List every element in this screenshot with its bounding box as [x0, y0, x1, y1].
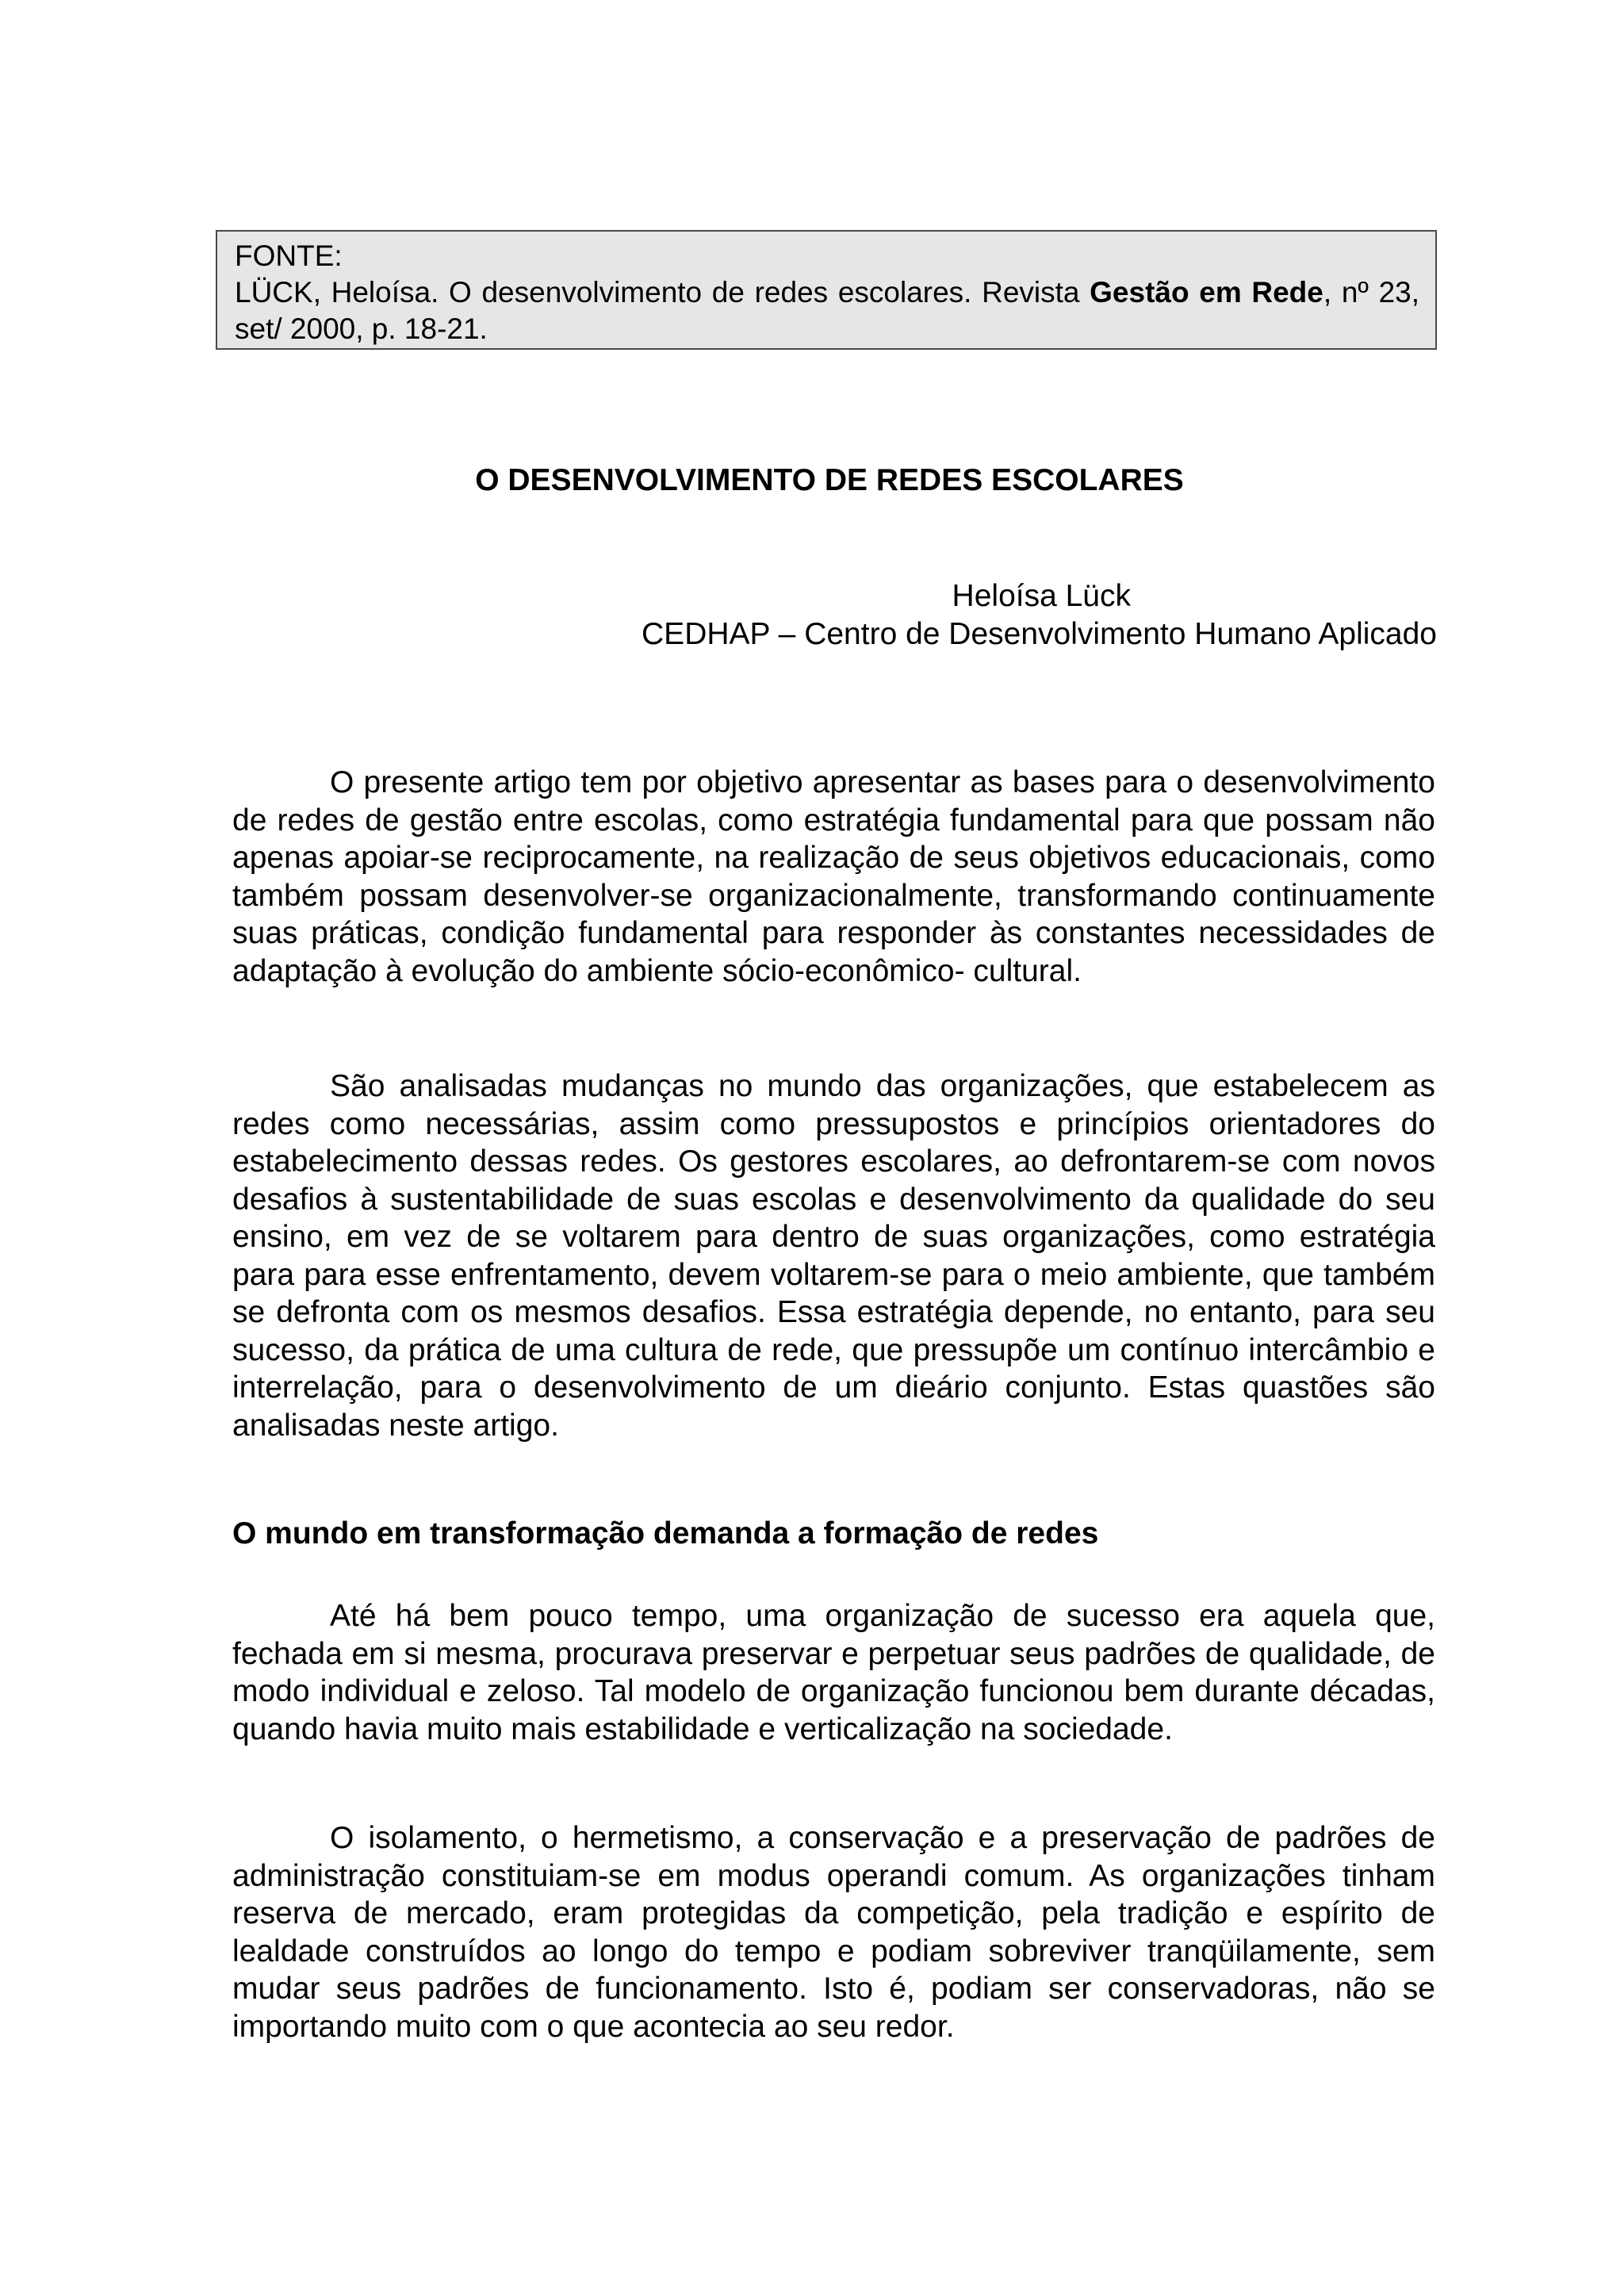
abstract-paragraph-2 — [232, 1068, 1435, 1444]
citation-prefix: LÜCK, Heloísa. O desenvolvimento de redes escolares. Revista — [235, 276, 1090, 309]
source-citation-box — [216, 230, 1437, 350]
article-title: O DESENVOLVIMENTO DE REDES ESCOLARES — [475, 463, 1184, 497]
citation-suffix: , nº 23, set/ 2000, p. 18-21. — [235, 276, 1420, 345]
abstract-paragraph-1 — [232, 764, 1435, 990]
paragraph-text: São analisadas mudanças no mundo das organizações, que estabelecem as redes como necessárias, assim como pressupostos e princípios orientadores do estabelecimento dessas redes. Os gestores escolares, ao defrontarem-se com novos desafios à sustentabilidade de suas escolas e desenvolvimento da qualidade do seu ensino, em vez de se voltarem para dentro de suas organizações, como estratégia para para esse enfrentamento, devem voltarem-se para o meio ambiente, que também se defronta com os mesmos desafios. Essa estratégia depende, no entanto, para seu sucesso, da prática de uma cultura de rede, que pressupõe um contínuo intercâmbio e interrelação, para o desenvolvimento de um dieário conjunto. Estas quastões são analisadas neste artigo. — [232, 1069, 1435, 1443]
author-affiliation: CEDHAP – Centro de Desenvolvimento Humano Aplicado — [642, 617, 1437, 651]
section-paragraph-1 — [232, 1597, 1435, 1748]
source-citation — [235, 274, 1419, 347]
journal-name: Gestão em Rede — [1090, 276, 1323, 309]
paragraph-text: Até há bem pouco tempo, uma organização de sucesso era aquela que, fechada em si mesma, procurava preservar e perpetuar seus padrões de qualidade, de modo individual e zeloso. Tal modelo de organização funcionou bem durante décadas, quando havia muito mais estabilidade e verticalização na sociedade. — [232, 1599, 1435, 1746]
section-paragraph-2 — [232, 1819, 1435, 2045]
paragraph-text: O presente artigo tem por objetivo apresentar as bases para o desenvolvimento de redes de gestão entre escolas, como estratégia fundamental para que possam não apenas apoiar-se reciprocamente, na realização de seus objetivos educacionais, como também possam desenvolver-se organizacionalmente, transformando continuamente suas práticas, condição fundamental para responder às constantes necessidades de adaptação à evolução do ambiente sócio-econômico- cultural. — [232, 765, 1435, 988]
paragraph-text: O isolamento, o hermetismo, a conservação e a preservação de padrões de administração constituiam-se em modus operandi comum. As organizações tinham reserva de mercado, eram protegidas da competição, pela tradição e espírito de lealdade construídos ao longo do tempo e podiam sobreviver tranqüilamente, sem mudar seus padrões de funcionamento. Isto é, podiam ser conservadoras, não se importando muito com o que acontecia ao seu redor. — [232, 1821, 1435, 2044]
source-label: FONTE: — [235, 240, 343, 272]
author-name: Heloísa Lück — [952, 579, 1131, 613]
section-heading: O mundo em transformação demanda a formação de redes — [232, 1516, 1099, 1550]
author-block — [642, 577, 1437, 654]
